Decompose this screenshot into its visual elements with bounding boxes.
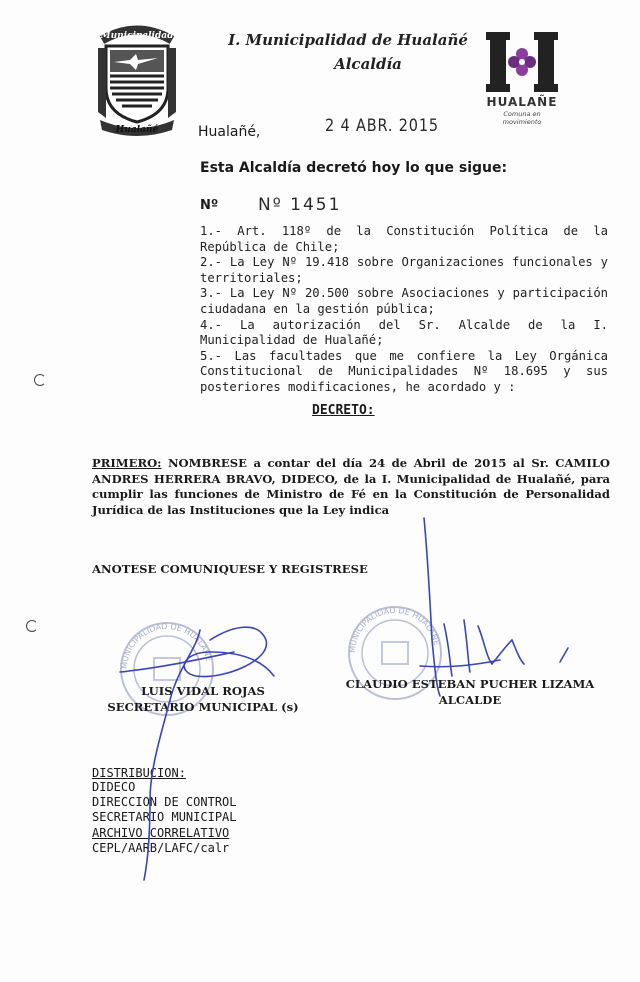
distribution-list	[92, 780, 237, 856]
legal-basis-item: 1.- Art. 118º de la Constitución Política de la República de Chile;	[200, 224, 608, 254]
distribution-item: SECRETARIO MUNICIPAL	[92, 810, 237, 825]
header-title-line2: Alcaldía	[334, 55, 402, 73]
resolution-text: NOMBRESE a contar del día 24 de Abril de 2015 al Sr. CAMILO ANDRES HERRERA BRAVO, DIDECO, de la I. Municipalidad de Hualañé, para cumplir las funciones de Ministro de Fé en la Constitución de Personalidad Jurídica de las Instituciones que la Ley indica	[92, 456, 610, 518]
decree-number-stamp: Nº 1451	[258, 195, 342, 215]
secretary-title: SECRETARIO MUNICIPAL (s)	[107, 700, 299, 714]
signature-block-secretary	[92, 683, 314, 715]
distribution-heading: DISTRIBUCION:	[92, 766, 186, 780]
logo-name: HUALAÑE	[486, 95, 558, 109]
intro-text: Esta Alcaldía decretó hoy lo que sigue:	[200, 160, 508, 176]
header-title-line1: I. Municipalidad de Hualañé	[228, 31, 468, 49]
resolution-lead: PRIMERO:	[92, 456, 162, 470]
header-title	[228, 28, 468, 76]
legal-basis-item: 5.- Las facultades que me confiere la Ley Orgánica Constitucional de Municipalidades Nº 18.695 y sus posteriores modificaciones, he acordado y :	[200, 348, 608, 394]
distribution-item: DIRECCION DE CONTROL	[92, 795, 237, 810]
resolution-paragraph	[92, 456, 610, 519]
place-text: Hualañé,	[198, 124, 261, 140]
municipal-crest-logo	[92, 18, 182, 136]
punch-hole-bottom	[26, 620, 38, 632]
legal-basis-item: 2.- La Ley Nº 19.418 sobre Organizaciones funcionales y territoriales;	[200, 255, 608, 285]
distribution-item: DIDECO	[92, 780, 136, 794]
legal-basis-item: 4.- La autorización del Sr. Alcalde de la I. Municipalidad de Hualañé;	[200, 317, 608, 348]
date-stamp: 2 4 ABR. 2015	[325, 116, 439, 136]
mayor-title: ALCALDE	[438, 693, 502, 707]
secretary-name: LUIS VIDAL ROJAS	[141, 684, 265, 698]
closing-formula: ANOTESE COMUNIQUESE Y REGISTRESE	[92, 562, 368, 576]
distribution-item: ARCHIVO CORRELATIVO	[92, 825, 230, 840]
legal-basis-list	[200, 224, 608, 396]
right-seal-text: MUNICIPALIDAD DE HUALAÑE	[347, 605, 442, 654]
left-seal-text: MUNICIPALIDAD DE HUALAÑE	[119, 621, 214, 670]
legal-basis-item: 3.- La Ley Nº 20.500 sobre Asociaciones y participación ciudadana en la gestión pública;	[200, 286, 608, 316]
decreto-heading: DECRETO:	[312, 403, 375, 418]
signature-block-mayor	[335, 676, 605, 708]
distribution-item: CEPL/AARB/LAFC/calr	[92, 840, 230, 855]
number-label: Nº	[200, 198, 219, 213]
punch-hole-top	[34, 374, 46, 386]
crest-bottom-text: Hualañé	[115, 125, 159, 135]
logo-tagline: Comuna en movimiento	[502, 110, 542, 126]
mayor-name: CLAUDIO ESTEBAN PUCHER LIZAMA	[345, 677, 595, 691]
crest-top-text: Municipalidad	[100, 31, 174, 41]
